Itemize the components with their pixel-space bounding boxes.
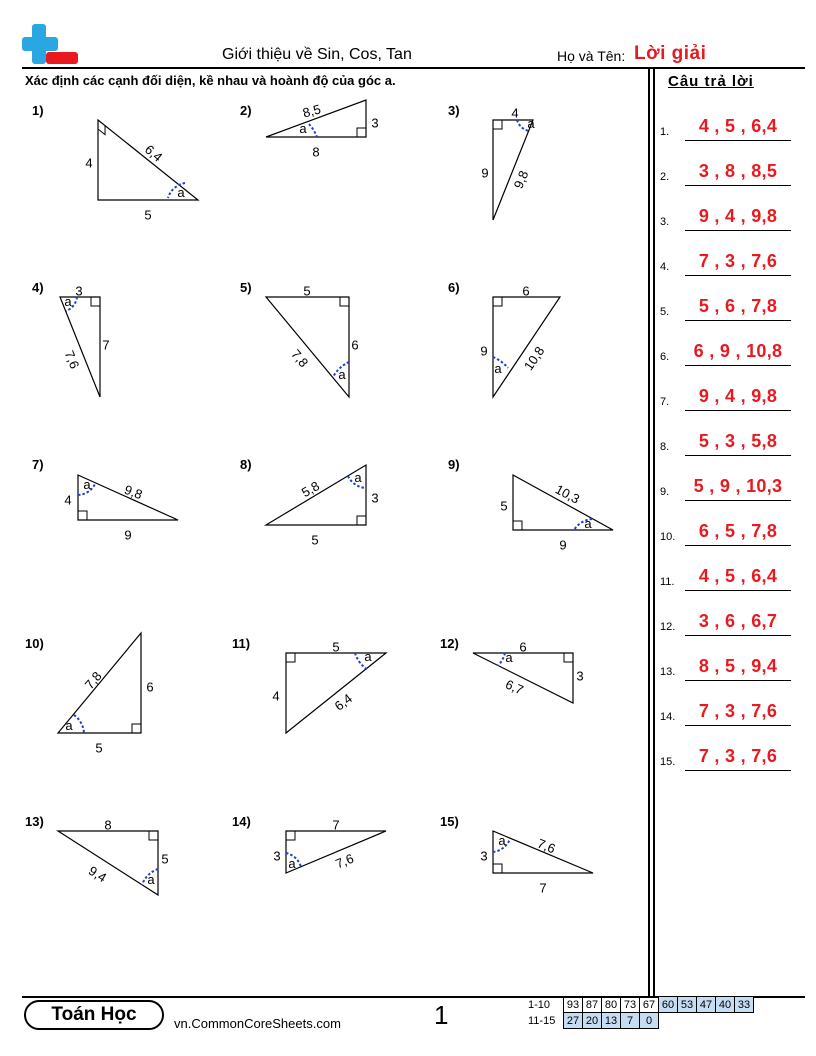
problem-label: 9) bbox=[448, 457, 460, 472]
score-cell: 40 bbox=[715, 996, 735, 1013]
angle-label: a bbox=[299, 121, 307, 136]
score-cell: 7 bbox=[620, 1012, 640, 1029]
answer-number: 7. bbox=[660, 396, 670, 408]
angle-label: a bbox=[498, 833, 506, 848]
answer-row bbox=[660, 740, 800, 785]
side-length-label: 3 bbox=[480, 848, 488, 864]
angle-arc bbox=[309, 124, 317, 137]
side-length-label: 6 bbox=[519, 639, 527, 655]
answer-number: 13. bbox=[660, 666, 676, 678]
right-angle-marker bbox=[340, 297, 349, 306]
score-cell: 27 bbox=[563, 1012, 583, 1029]
problem-label: 12) bbox=[440, 636, 459, 651]
side-length-label: 3 bbox=[371, 490, 379, 506]
score-cell: 87 bbox=[582, 996, 602, 1013]
angle-label: a bbox=[527, 116, 535, 131]
answer-line bbox=[685, 230, 791, 231]
answer-row bbox=[660, 425, 800, 470]
score-cell: 60 bbox=[658, 996, 678, 1013]
site-url: vn.CommonCoreSheets.com bbox=[174, 1016, 341, 1031]
angle-label: a bbox=[364, 649, 372, 664]
answer-line bbox=[685, 410, 791, 411]
right-angle-marker bbox=[132, 724, 141, 733]
problem-7 bbox=[32, 457, 178, 542]
problem-3 bbox=[448, 103, 535, 220]
side-length-label: 9,4 bbox=[85, 862, 110, 886]
side-length-label: 6 bbox=[351, 337, 359, 353]
angle-arc bbox=[74, 715, 84, 733]
problem-label: 1) bbox=[32, 103, 44, 118]
side-length-label: 3 bbox=[273, 848, 281, 864]
side-length-label: 5,8 bbox=[298, 478, 323, 501]
right-angle-marker bbox=[91, 297, 100, 306]
angle-label: a bbox=[65, 718, 73, 733]
answer-row bbox=[660, 650, 800, 695]
answer-number: 8. bbox=[660, 441, 670, 453]
problem-label: 3) bbox=[448, 103, 460, 118]
score-row bbox=[528, 997, 754, 1013]
answer-row bbox=[660, 560, 800, 605]
side-length-label: 6,7 bbox=[503, 676, 526, 698]
answer-line bbox=[685, 185, 791, 186]
answer-value: 4 , 5 , 6,4 bbox=[698, 566, 778, 586]
problem-4 bbox=[32, 280, 110, 397]
score-cell: 80 bbox=[601, 996, 621, 1013]
answer-value: 7 , 3 , 7,6 bbox=[698, 251, 778, 271]
side-length-label: 7,8 bbox=[288, 346, 312, 371]
answer-value: 3 , 8 , 8,5 bbox=[698, 161, 778, 181]
angle-label: a bbox=[505, 650, 513, 665]
name-label: Họ và Tên: bbox=[557, 48, 626, 64]
side-length-label: 8 bbox=[104, 817, 112, 833]
side-length-label: 9 bbox=[481, 165, 489, 181]
side-length-label: 7,6 bbox=[61, 348, 83, 371]
angle-label: a bbox=[64, 294, 72, 309]
side-length-label: 10,8 bbox=[520, 343, 548, 374]
problem-12 bbox=[440, 636, 584, 703]
answer-number: 11. bbox=[660, 576, 675, 588]
problem-label: 4) bbox=[32, 280, 44, 295]
answer-value: 9 , 4 , 9,8 bbox=[698, 206, 778, 226]
side-length-label: 8,5 bbox=[301, 101, 323, 121]
side-length-label: 5 bbox=[161, 851, 169, 867]
right-angle-marker bbox=[357, 516, 366, 525]
answer-number: 1. bbox=[660, 126, 670, 138]
problem-label: 5) bbox=[240, 280, 252, 295]
answer-row bbox=[660, 110, 800, 155]
side-length-label: 6 bbox=[146, 679, 154, 695]
side-length-label: 5 bbox=[311, 532, 319, 548]
score-range-label: 1-10 bbox=[528, 999, 551, 1011]
angle-arc bbox=[498, 653, 505, 666]
problem-5 bbox=[240, 280, 359, 397]
right-triangle bbox=[60, 297, 100, 397]
angle-label: a bbox=[494, 361, 502, 376]
brand-badge: Toán Học bbox=[24, 1000, 164, 1030]
right-triangle bbox=[266, 465, 366, 525]
answer-row bbox=[660, 515, 800, 560]
right-angle-marker bbox=[149, 831, 158, 840]
answer-value: 5 , 3 , 5,8 bbox=[698, 431, 778, 451]
side-length-label: 7 bbox=[102, 337, 110, 353]
side-length-label: 5 bbox=[144, 207, 152, 223]
side-length-label: 5 bbox=[303, 283, 311, 299]
problem-2 bbox=[240, 100, 379, 159]
column-divider-left bbox=[648, 68, 650, 996]
right-triangle bbox=[473, 653, 573, 703]
right-triangle bbox=[266, 297, 349, 397]
answer-key-title: Câu trả lời bbox=[668, 73, 754, 90]
answer-row bbox=[660, 695, 800, 740]
answer-number: 9. bbox=[660, 486, 670, 498]
side-length-label: 6,4 bbox=[141, 141, 166, 165]
score-row bbox=[528, 1013, 754, 1029]
answer-row bbox=[660, 335, 800, 380]
side-length-label: 7,6 bbox=[333, 850, 356, 872]
score-range-label: 11-15 bbox=[528, 1015, 556, 1027]
answer-value: 5 , 6 , 7,8 bbox=[698, 296, 778, 316]
angle-label: a bbox=[147, 872, 155, 887]
right-angle-marker bbox=[286, 653, 295, 662]
right-angle-marker bbox=[286, 831, 295, 840]
right-angle-marker bbox=[493, 297, 502, 306]
side-length-label: 7,8 bbox=[81, 668, 105, 693]
score-cell: 47 bbox=[696, 996, 716, 1013]
score-cell: 53 bbox=[677, 996, 697, 1013]
answer-line bbox=[685, 320, 791, 321]
problem-13 bbox=[25, 814, 169, 895]
problem-label: 11) bbox=[232, 636, 251, 651]
angle-label: a bbox=[338, 367, 346, 382]
answer-value: 5 , 9 , 10,3 bbox=[693, 476, 783, 496]
score-cell: 67 bbox=[639, 996, 659, 1013]
answer-line bbox=[685, 365, 791, 366]
right-triangle bbox=[58, 831, 158, 895]
answer-number: 15. bbox=[660, 756, 676, 768]
answer-number: 14. bbox=[660, 711, 676, 723]
side-length-label: 7 bbox=[539, 880, 547, 896]
score-table bbox=[528, 997, 754, 1029]
answer-number: 6. bbox=[660, 351, 670, 363]
problem-11 bbox=[232, 636, 386, 733]
answer-row bbox=[660, 200, 800, 245]
side-length-label: 5 bbox=[500, 498, 508, 514]
answer-line bbox=[685, 275, 791, 276]
answer-row bbox=[660, 290, 800, 335]
right-triangle bbox=[286, 653, 386, 733]
answer-line bbox=[685, 725, 791, 726]
side-length-label: 3 bbox=[576, 668, 584, 684]
answer-value: 4 , 5 , 6,4 bbox=[698, 116, 778, 136]
right-triangle bbox=[493, 120, 533, 220]
side-length-label: 6 bbox=[522, 283, 530, 299]
angle-label: a bbox=[177, 185, 185, 200]
instructions: Xác định các cạnh đối diện, kề nhau và hoành độ của góc a. bbox=[25, 73, 396, 88]
answer-value: 8 , 5 , 9,4 bbox=[698, 656, 778, 676]
side-length-label: 10,3 bbox=[552, 481, 583, 507]
side-length-label: 4 bbox=[64, 492, 72, 508]
answer-number: 12. bbox=[660, 621, 676, 633]
answer-number: 5. bbox=[660, 306, 670, 318]
score-cell: 20 bbox=[582, 1012, 602, 1029]
answer-number: 4. bbox=[660, 261, 670, 273]
problem-1 bbox=[32, 103, 198, 222]
side-length-label: 3 bbox=[371, 115, 379, 131]
answer-row bbox=[660, 155, 800, 200]
angle-label: a bbox=[584, 516, 592, 531]
side-length-label: 6,4 bbox=[331, 690, 356, 714]
right-angle-marker bbox=[78, 511, 87, 520]
answer-row bbox=[660, 380, 800, 425]
side-length-label: 9 bbox=[559, 537, 567, 553]
score-cell: 33 bbox=[734, 996, 754, 1013]
score-cell: 73 bbox=[620, 996, 640, 1013]
side-length-label: 8 bbox=[312, 144, 320, 160]
right-angle-marker bbox=[513, 521, 522, 530]
right-angle-marker bbox=[98, 126, 105, 135]
side-length-label: 9 bbox=[124, 527, 132, 543]
score-cell: 0 bbox=[639, 1012, 659, 1029]
answer-value: 7 , 3 , 7,6 bbox=[698, 701, 778, 721]
column-divider-right bbox=[653, 68, 655, 996]
answer-line bbox=[685, 635, 791, 636]
answer-row bbox=[660, 245, 800, 290]
answer-number: 3. bbox=[660, 216, 670, 228]
answer-line bbox=[685, 590, 791, 591]
side-length-label: 7 bbox=[332, 817, 340, 833]
angle-label: a bbox=[354, 470, 362, 485]
problem-label: 8) bbox=[240, 457, 252, 472]
right-angle-marker bbox=[493, 120, 502, 129]
answer-number: 2. bbox=[660, 171, 670, 183]
score-cell: 93 bbox=[563, 996, 583, 1013]
answer-number: 10. bbox=[660, 531, 676, 543]
answer-value: 9 , 4 , 9,8 bbox=[698, 386, 778, 406]
problem-label: 7) bbox=[32, 457, 44, 472]
side-length-label: 5 bbox=[332, 639, 340, 655]
answer-value: 3 , 6 , 6,7 bbox=[698, 611, 778, 631]
answer-line bbox=[685, 680, 791, 681]
right-angle-marker bbox=[493, 864, 502, 873]
answer-line bbox=[685, 545, 791, 546]
answer-row bbox=[660, 470, 800, 515]
side-length-label: 5 bbox=[95, 740, 103, 756]
problem-8 bbox=[240, 457, 379, 547]
page-number: 1 bbox=[434, 1000, 449, 1030]
side-length-label: 4 bbox=[85, 155, 93, 171]
problem-9 bbox=[448, 457, 613, 552]
answer-line bbox=[685, 770, 791, 771]
answer-key-list bbox=[660, 110, 800, 785]
answer-value: 6 , 9 , 10,8 bbox=[693, 341, 783, 361]
answer-value: 6 , 5 , 7,8 bbox=[698, 521, 778, 541]
angle-label: a bbox=[83, 477, 91, 492]
side-length-label: 7,6 bbox=[535, 835, 558, 857]
answer-line bbox=[685, 500, 791, 501]
side-length-label: 4 bbox=[511, 105, 519, 121]
angle-label: a bbox=[288, 856, 296, 871]
right-angle-marker bbox=[357, 128, 366, 137]
score-cell: 13 bbox=[601, 1012, 621, 1029]
problem-10 bbox=[25, 633, 154, 755]
problem-label: 2) bbox=[240, 103, 252, 118]
problem-label: 14) bbox=[232, 814, 251, 829]
problem-label: 10) bbox=[25, 636, 44, 651]
answer-line bbox=[685, 140, 791, 141]
problem-15 bbox=[440, 814, 593, 895]
right-triangle bbox=[286, 831, 386, 873]
problem-14 bbox=[232, 814, 386, 873]
problem-6 bbox=[448, 280, 560, 397]
answer-line bbox=[685, 455, 791, 456]
answer-row bbox=[660, 605, 800, 650]
problem-label: 13) bbox=[25, 814, 44, 829]
right-triangle bbox=[493, 297, 560, 397]
name-value: Lời giải bbox=[634, 43, 707, 64]
right-angle-marker bbox=[564, 653, 573, 662]
side-length-label: 3 bbox=[75, 283, 83, 299]
side-length-label: 4 bbox=[272, 688, 280, 704]
side-length-label: 9,8 bbox=[122, 481, 145, 503]
side-length-label: 9,8 bbox=[510, 168, 532, 191]
problem-label: 15) bbox=[440, 814, 459, 829]
side-length-label: 9 bbox=[480, 343, 488, 359]
problem-label: 6) bbox=[448, 280, 460, 295]
worksheet-title: Giới thiệu về Sin, Cos, Tan bbox=[222, 46, 412, 63]
answer-value: 7 , 3 , 7,6 bbox=[698, 746, 778, 766]
